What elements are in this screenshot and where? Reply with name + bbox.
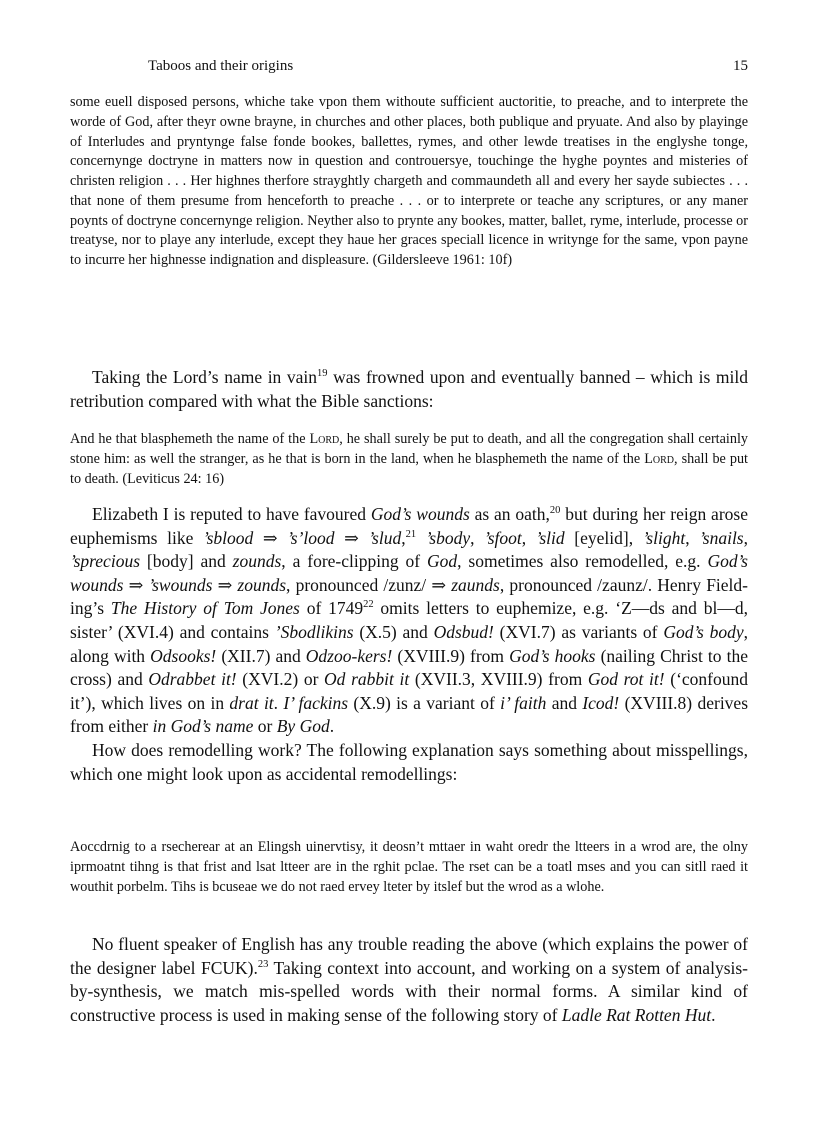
block-quote-scrambled: Aoccdrnig to a rsecherear at an Elingsh uinervtisy, it deosn’t mttaer in waht oredr the ltteers in a wrod are, the olny iprmoatnt tihng is that frist and lsat ltteer are in the rghit pclae. The rset can be a toatl mses and you can sitll raed it wouthit porbelm. Tihs is bcuseae we do not raed ervey lteter by itslef but the wrod as a wlohe. — [70, 839, 748, 895]
paragraph-euphemisms — [70, 503, 748, 786]
text-run: (XVI.7) as variants of — [493, 621, 664, 642]
italic-term: ’sprecious — [70, 551, 140, 572]
text-run: or — [253, 716, 277, 737]
italic-term: God’s hooks — [509, 645, 596, 666]
italic-term: Odrabbet it! — [148, 669, 237, 690]
text-run: . — [329, 716, 335, 737]
italic-term: Icod! — [582, 692, 620, 713]
italic-term: God rot it! — [587, 669, 665, 690]
footnote-ref-19[interactable]: 19 — [317, 368, 328, 380]
text-run: (X.5) and — [353, 621, 434, 642]
text-run: , he shall surely be put to death, and all the congregation shall certainly stone him: as well the stranger, as he that is born in the land, when he blasphemeth the name of the — [70, 431, 748, 467]
block-quote-proclamation: some euell disposed persons, whiche take vpon them withoute sufficient auctoritie, to preache, and to interprete the worde of God, after theyr owne brayne, in churches and other places, both publique and pryuate. And also by playinge of Interludes and pryntynge false fonde bookes, ballettes, rymes, and other lewde treatises in the englyshe tonge, concernynge doctryne in matters now in question and controuersye, touchinge the hyghe poyntes and misteries of christen religion . . . Her highnes therfore strayghtly chargeth and commaundeth all and every her sayde subiectes . . . that none of them presume from henceforth to preache . . . or to interprete or teache any scriptures, or any maner poynts of doctryne concernynge religion. Neyther also to prynte any bookes, matter, ballet, ryme, interlude, processe or treatyse, nor to playe any interlude, except they haue her graces speciall licence in writynge for the same, vpon payne to incurre her highnesse indignation and displeasure. (Gildersleeve 1961: 10f) — [70, 94, 748, 268]
italic-term: ’Sbodlikins — [274, 621, 354, 642]
text-run: as an oath, — [469, 504, 550, 524]
footnote-ref-20[interactable]: 20 — [549, 505, 561, 517]
italic-term: drat it — [229, 692, 274, 713]
italic-term: ’sfoot — [484, 527, 522, 548]
italic-term: Odzoo-kers! — [305, 645, 393, 666]
paragraph-remodelling-question: How does remodelling work? The following explanation says something about misspellings, which one might look upon as accidental remodellings: — [70, 739, 748, 784]
text-run: but during her reign arose euphemisms like — [70, 504, 748, 548]
text-run: , — [743, 527, 748, 548]
text-run: , along with — [70, 621, 749, 666]
footnote-ref-22[interactable]: 22 — [363, 599, 374, 611]
running-head: Taboos and their origins — [148, 58, 294, 74]
text-run: , — [470, 527, 485, 548]
italic-term: ’slight — [642, 527, 686, 548]
italic-term: By God — [276, 716, 330, 737]
text-run: of 1749 — [299, 598, 364, 619]
small-caps-lord: Lord — [309, 431, 340, 447]
page-number: 15 — [733, 58, 748, 74]
paragraph-elizabeth — [70, 503, 748, 739]
italic-term: ’slid — [535, 527, 565, 548]
text-run: (XVIII.8) derives from either — [70, 692, 749, 737]
text-run: (XII.7) and — [216, 645, 306, 666]
text-run: omits letters to euphemize, e.g. ‘Z—ds and bl—d, sister’ (XVI.4) and contains — [70, 598, 748, 642]
text-run: and — [546, 692, 583, 713]
footnote-ref-21[interactable]: 21 — [405, 528, 417, 540]
text-run: (‘confound it’), which lives on in — [70, 669, 748, 713]
paragraph-fluent-speaker — [70, 933, 748, 1027]
italic-term: The History of Tom Jones — [110, 598, 300, 619]
italic-term: God — [427, 551, 458, 572]
italic-term: zaunds — [451, 574, 500, 595]
text-run: [eyelid], — [564, 527, 643, 548]
text-run: , pronounced /zunz/ ⇒ — [286, 574, 452, 595]
text-run: (X.9) is a variant of — [348, 692, 501, 713]
text-run: (XVII.3, XVIII.9) from — [409, 669, 588, 690]
italic-term: ’sblood ⇒ ’s’lood ⇒ ’slud — [203, 527, 402, 548]
italic-term: i’ faith — [500, 692, 547, 713]
italic-term: in God’s name — [152, 716, 254, 737]
italic-term: I’ fackins — [283, 692, 349, 713]
page-header — [70, 58, 748, 78]
title-ladle-rat-rotten-hut: Ladle Rat Rotten Hut — [561, 1004, 712, 1025]
italic-term: ’sbody — [425, 527, 471, 548]
text-run: . — [711, 1004, 716, 1025]
italic-term: Od rabbit it — [324, 669, 410, 690]
text-run: (nailing Christ to the cross) and — [70, 645, 748, 690]
italic-term: God’s wounds ⇒ ’swounds ⇒ zounds — [70, 551, 748, 595]
text-run: , sometimes also remodelled, e.g. — [457, 551, 708, 572]
italic-term: zounds — [232, 551, 282, 572]
text-run: And he that blasphemeth the name of the — [70, 431, 310, 447]
text-run: , — [401, 527, 406, 548]
text-run: , shall be put to death. (Leviticus 24: 16) — [70, 451, 748, 487]
italic-term: Odsooks! — [150, 645, 217, 666]
italic-term: ’snails — [699, 527, 744, 548]
text-run: Elizabeth I is reputed to have favoured — [92, 504, 371, 524]
paragraph-lords-name — [70, 366, 748, 413]
text-run: Taking the Lord’s name in vain — [92, 367, 318, 387]
text-run: , — [685, 527, 700, 548]
text-run: (XVIII.9) from — [392, 645, 510, 666]
text-run: , a fore-clipping of — [281, 551, 427, 572]
text-run: [body] and — [140, 551, 233, 572]
text-run: , pronounced /zaunz/. Henry Field-ing’s — [70, 574, 748, 619]
small-caps-lord: Lord — [644, 451, 675, 467]
text-run: (XVI.2) or — [236, 669, 325, 690]
italic-term: God’s body — [663, 621, 744, 642]
block-quote-leviticus — [70, 429, 748, 489]
text-run: Taking context into account, and working on a system of analysis-by-synthesis, we match mis-spelled words with their normal forms. A similar kind of constructive process is used in making sense of the following story of — [70, 957, 748, 1025]
italic-term: Odsbud! — [433, 621, 494, 642]
text-run: . — [273, 692, 284, 713]
text-run: was frowned upon and eventually banned – which is mild retribution compared with what the Bible sanctions: — [70, 367, 748, 411]
text-run: No fluent speaker of English has any trouble reading the above (which explains the power of the designer label FCUK). — [70, 934, 748, 978]
italic-term: God’s wounds — [370, 504, 470, 524]
text-run — [416, 528, 426, 548]
text-run: , — [521, 527, 536, 548]
footnote-ref-23[interactable]: 23 — [257, 958, 269, 970]
